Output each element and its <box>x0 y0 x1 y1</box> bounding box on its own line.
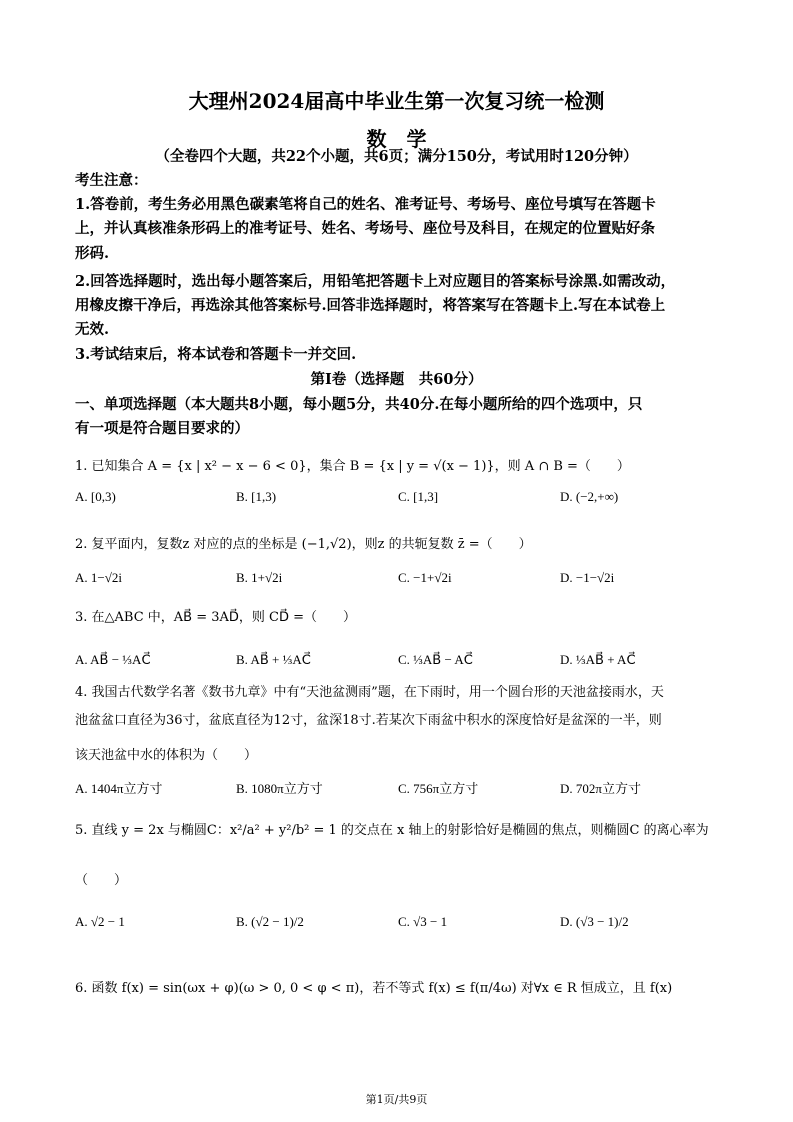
question-4-stem: 4. 我国古代数学名著《数书九章》中有“天池盆测雨”题，在下雨时，用一个圆台形的天池盆接雨水，天 <box>75 685 664 700</box>
question-2-option-b: B. 1+√2i <box>236 570 283 585</box>
part-heading: 一、单项选择题（本大题共8小题，每小题5分，共40分.在每小题所给的四个选项中，只 <box>75 396 643 413</box>
question-1-option-b: B. [1,3) <box>236 489 277 504</box>
notice-line: 3.考试结束后，将本试卷和答题卡一并交回. <box>75 346 357 363</box>
exam-subtitle: （全卷四个大题，共22个小题，共6页；满分150分，考试用时120分钟） <box>155 148 638 165</box>
question-3-stem: 3. 在△ABC 中，AB⃗ = 3AD⃗，则 CD⃗ =（ ） <box>75 610 357 625</box>
question-3-option-d: D. ⅓AB⃗ + AC⃗ <box>560 652 636 667</box>
page-footer: 第1页/共9页 <box>365 1093 428 1106</box>
notice-heading: 考生注意： <box>75 172 148 189</box>
subject-title: 数 学 <box>366 127 427 151</box>
question-2-option-d: D. −1−√2i <box>560 570 615 585</box>
question-2-option-a: A. 1−√2i <box>75 570 122 585</box>
question-6-stem: 6. 函数 f(x) = sin(ωx + φ)(ω > 0, 0 < φ < π)，若不等式 f(x) ≤ f(π/4ω) 对∀x ∈ R 恒成立，且 f(x) <box>75 981 673 996</box>
question-4-option-a: A. 1404π立方寸 <box>75 781 163 796</box>
notice-line: 上，并认真核准条形码上的准考证号、姓名、考场号、座位号及科目，在规定的位置贴好条 <box>75 220 655 237</box>
question-4-stem: 池盆盆口直径为36寸，盆底直径为12寸，盆深18寸.若某次下雨盆中积水的深度恰好是盆深的一半，则 <box>75 713 662 728</box>
question-5-stem: 5. 直线 y = 2x 与椭圆C：x²/a² + y²/b² = 1 的交点在 x 轴上的射影恰好是椭圆的焦点，则椭圆C 的离心率为 <box>75 823 709 838</box>
part-heading: 有一项是符合题目要求的） <box>75 420 249 437</box>
notice-line: 形码. <box>75 245 110 262</box>
question-5-option-b: B. (√2 − 1)/2 <box>236 914 304 929</box>
question-1-stem: 1. 已知集合 A = {x | x² − x − 6 < 0}，集合 B = {x | y = √(x − 1)}，则 A ∩ B =（ ） <box>75 459 630 474</box>
question-4-option-b: B. 1080π立方寸 <box>236 781 323 796</box>
question-1-option-d: D. (−2,+∞) <box>560 489 619 504</box>
question-1-option-c: C. [1,3] <box>398 489 439 504</box>
question-5-option-c: C. √3 − 1 <box>398 914 448 929</box>
question-5-stem: （ ） <box>75 873 128 888</box>
section-title: 第Ⅰ卷（选择题 共60分） <box>310 371 483 388</box>
question-3-option-a: A. AB⃗ − ⅓AC⃗ <box>75 652 151 667</box>
notice-line: 1.答卷前，考生务必用黑色碳素笔将自己的姓名、准考证号、考场号、座位号填写在答题卡 <box>75 196 656 213</box>
question-3-option-b: B. AB⃗ + ⅓AC⃗ <box>236 652 311 667</box>
question-2-option-c: C. −1+√2i <box>398 570 452 585</box>
exam-title: 大理州2024届高中毕业生第一次复习统一检测 <box>188 89 605 113</box>
question-1-option-a: A. [0,3) <box>75 489 116 504</box>
question-5-option-a: A. √2 − 1 <box>75 914 125 929</box>
question-4-option-c: C. 756π立方寸 <box>398 781 479 796</box>
question-4-option-d: D. 702π立方寸 <box>560 781 641 796</box>
question-5-option-d: D. (√3 − 1)/2 <box>560 914 629 929</box>
notice-line: 用橡皮擦干净后，再选涂其他答案标号.回答非选择题时，将答案写在答题卡上.写在本试卷上 <box>75 297 666 314</box>
notice-line: 无效. <box>75 321 110 338</box>
question-4-stem: 该天池盆中水的体积为（ ） <box>75 748 258 763</box>
question-2-stem: 2. 复平面内，复数z 对应的点的坐标是 (−1,√2)，则z 的共轭复数 z̄ =（ ） <box>75 537 532 552</box>
notice-line: 2.回答选择题时，选出每小题答案后，用铅笔把答题卡上对应题目的答案标号涂黑.如需改动， <box>75 273 676 290</box>
question-3-option-c: C. ⅓AB⃗ − AC⃗ <box>398 652 473 667</box>
